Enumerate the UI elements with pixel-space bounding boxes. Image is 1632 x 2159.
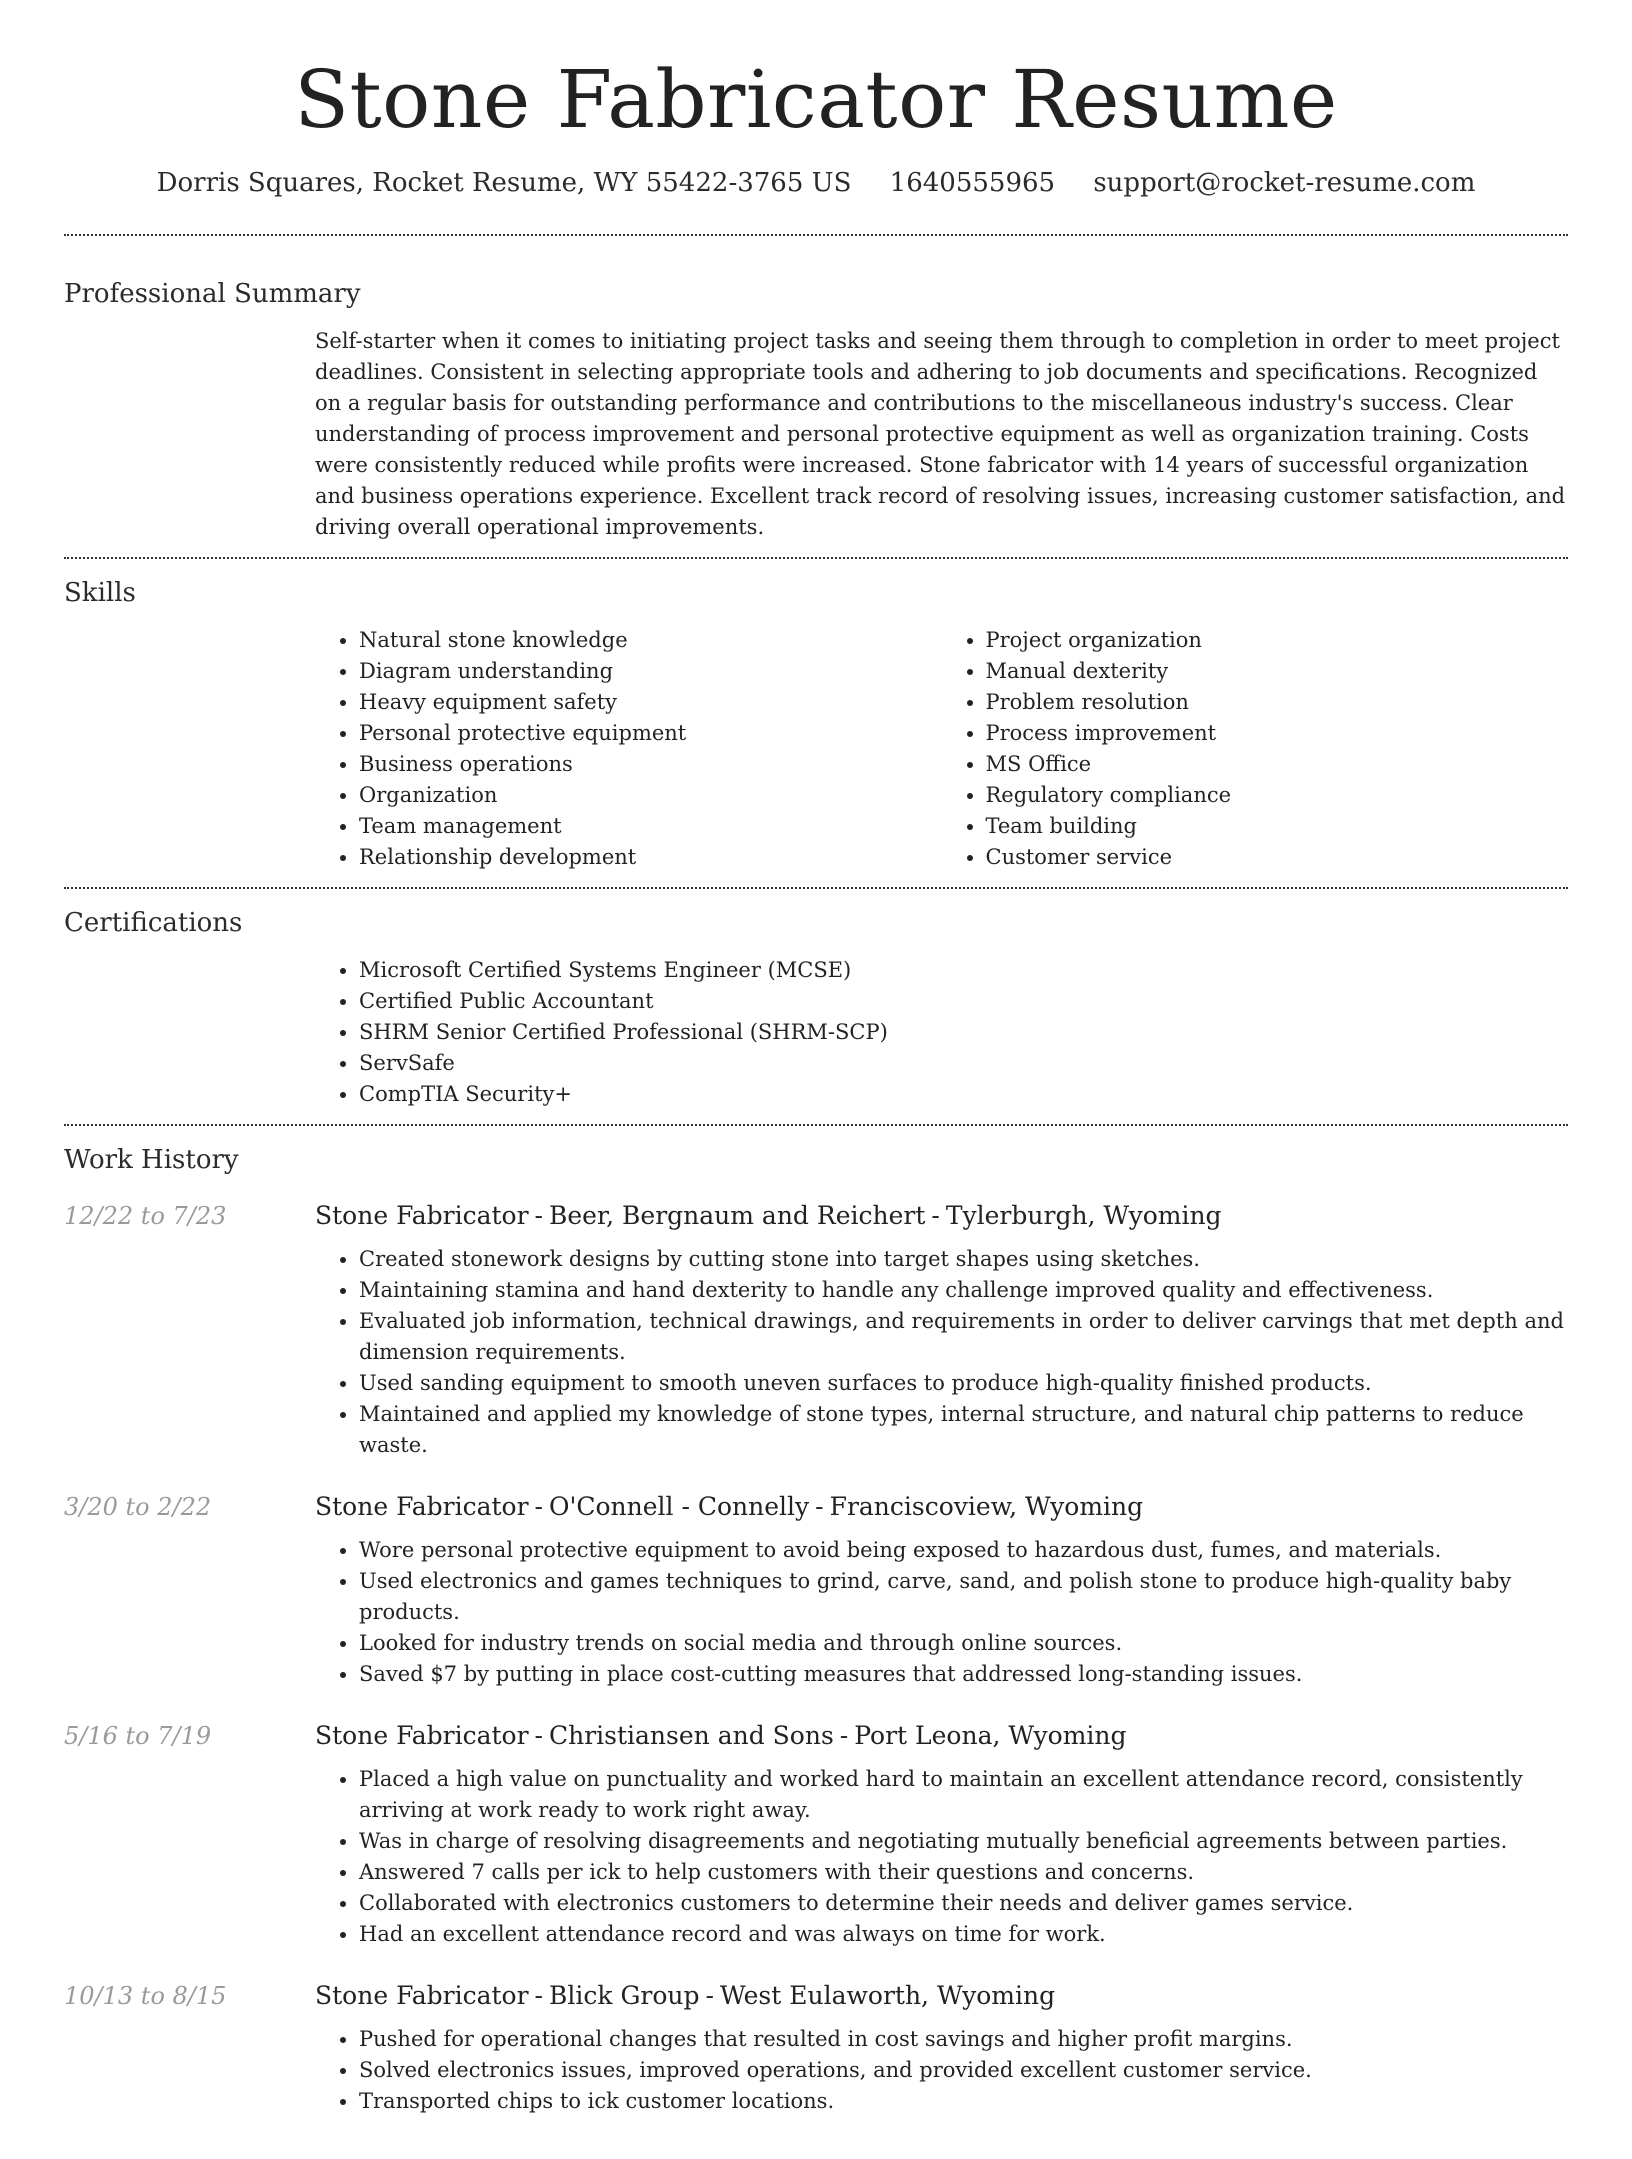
skills-heading: Skills xyxy=(64,578,136,608)
job-bullet: • Maintained and applied my knowledge of stone types, internal structure, and natural chip patterns to reduce waste. xyxy=(359,1399,1568,1461)
job-bullet: • Was in charge of resolving disagreements and negotiating mutually beneficial agreements between parties. xyxy=(359,1826,1568,1857)
job-bullet: • Wore personal protective equipment to avoid being exposed to hazardous dust, fumes, and materials. xyxy=(359,1535,1568,1566)
job-location: Tylerburgh, Wyoming xyxy=(945,1201,1222,1230)
summary-body xyxy=(315,326,1568,543)
job-heading-separator: - xyxy=(534,1981,543,2010)
skill-item: • MS Office xyxy=(986,749,1569,780)
job-location: Port Leona, Wyoming xyxy=(854,1721,1127,1750)
job-list xyxy=(64,1198,1568,2117)
skill-item: • Organization xyxy=(359,780,942,811)
job-title: Stone Fabricator xyxy=(315,1721,529,1750)
certifications-heading: Certifications xyxy=(64,908,243,938)
job-title: Stone Fabricator xyxy=(315,1201,529,1230)
summary-heading: Professional Summary xyxy=(64,279,361,309)
job-bullet: • Created stonework designs by cutting stone into target shapes using sketches. xyxy=(359,1244,1568,1275)
skill-item: • Natural stone knowledge xyxy=(359,625,942,656)
skill-item: • Diagram understanding xyxy=(359,656,942,687)
job-details xyxy=(315,1489,1568,1690)
job-heading-separator: - xyxy=(534,1721,543,1750)
skills-list-right xyxy=(942,625,1569,873)
job-heading-separator: - xyxy=(839,1721,849,1750)
skill-item: • Regulatory compliance xyxy=(986,780,1569,811)
certification-item: • CompTIA Security+ xyxy=(359,1079,1568,1110)
contact-line xyxy=(64,166,1568,200)
job-bullet: • Answered 7 calls per ick to help customers with their questions and concerns. xyxy=(359,1857,1568,1888)
job-heading xyxy=(315,1198,1568,1234)
skill-item: • Project organization xyxy=(986,625,1569,656)
job-company: Beer, Bergnaum and Reichert xyxy=(548,1201,926,1230)
job-details xyxy=(315,1198,1568,1461)
certification-item: • ServSafe xyxy=(359,1048,1568,1079)
job-bullets xyxy=(315,2024,1568,2117)
job-entry xyxy=(64,1489,1568,1690)
job-bullet: • Pushed for operational changes that resulted in cost savings and higher profit margins. xyxy=(359,2024,1568,2055)
skill-item: • Heavy equipment safety xyxy=(359,687,942,718)
contact-phone: 1640555965 xyxy=(889,168,1056,198)
certifications-body xyxy=(315,955,1568,1110)
skills-list-left xyxy=(315,625,942,873)
job-heading-separator: - xyxy=(931,1201,940,1230)
job-heading-separator: - xyxy=(534,1492,543,1521)
contact-address: Dorris Squares, Rocket Resume, WY 55422-3765 US xyxy=(156,168,852,198)
certifications-section xyxy=(64,889,1568,1124)
summary-section xyxy=(64,236,1568,557)
job-entry xyxy=(64,1198,1568,1461)
job-bullet: • Placed a high value on punctuality and worked hard to maintain an excellent attendance record, consistently arriving at work ready to work right away. xyxy=(359,1764,1568,1826)
job-dates: 5/16 to 7/19 xyxy=(64,1722,212,1750)
job-location: West Eulaworth, Wyoming xyxy=(719,1981,1056,2010)
skill-item: • Manual dexterity xyxy=(986,656,1569,687)
contact-email: support@rocket-resume.com xyxy=(1093,168,1476,198)
job-bullet: • Used sanding equipment to smooth uneven surfaces to produce high-quality finished products. xyxy=(359,1368,1568,1399)
job-company: Christiansen and Sons xyxy=(548,1721,834,1750)
job-details xyxy=(315,1718,1568,1950)
job-title: Stone Fabricator xyxy=(315,1981,529,2010)
job-bullet: • Maintaining stamina and hand dexterity to handle any challenge improved quality and effectiveness. xyxy=(359,1275,1568,1306)
job-location: Franciscoview, Wyoming xyxy=(829,1492,1144,1521)
job-heading xyxy=(315,1978,1568,2014)
job-bullets xyxy=(315,1244,1568,1461)
job-bullet: • Had an excellent attendance record and was always on time for work. xyxy=(359,1919,1568,1950)
skill-item: • Relationship development xyxy=(359,842,942,873)
skill-item: • Customer service xyxy=(986,842,1569,873)
job-heading xyxy=(315,1718,1568,1754)
summary-text: Self-starter when it comes to initiating project tasks and seeing them through to completion in order to meet project deadlines. Consistent in selecting appropriate tools and adhering to job documents and specifications. Recognized on a regular basis for outstanding performance and contributions to the miscellaneous industry's success. Clear understanding of process improvement and personal protective equipment as well as organization training. Costs were consistently reduced while profits were increased. Stone fabricator with 14 years of successful organization and business operations experience. Excellent track record of resolving issues, increasing customer satisfaction, and driving overall operational improvements. xyxy=(315,329,1566,539)
job-bullets xyxy=(315,1535,1568,1690)
job-dates: 3/20 to 2/22 xyxy=(64,1493,212,1521)
job-bullet: • Evaluated job information, technical drawings, and requirements in order to deliver carvings that met depth and dimension requirements. xyxy=(359,1306,1568,1368)
certification-item: • SHRM Senior Certified Professional (SHRM-SCP) xyxy=(359,1017,1568,1048)
skills-section xyxy=(64,559,1568,887)
skill-item: • Problem resolution xyxy=(986,687,1569,718)
job-dates: 12/22 to 7/23 xyxy=(64,1202,227,1230)
job-entry xyxy=(64,1978,1568,2117)
job-dates: 10/13 to 8/15 xyxy=(64,1982,227,2010)
job-bullet: • Solved electronics issues, improved operations, and provided excellent customer service. xyxy=(359,2055,1568,2086)
job-heading-separator: - xyxy=(534,1201,543,1230)
skills-grid xyxy=(315,625,1568,873)
job-company: Blick Group xyxy=(548,1981,700,2010)
work-history-heading: Work History xyxy=(64,1145,239,1175)
job-heading-separator: - xyxy=(815,1492,824,1521)
work-history-section xyxy=(64,1126,1568,2159)
job-bullet: • Transported chips to ick customer locations. xyxy=(359,2086,1568,2117)
certification-item: • Certified Public Accountant xyxy=(359,986,1568,1017)
certifications-list xyxy=(315,955,1568,1110)
certification-item: • Microsoft Certified Systems Engineer (MCSE) xyxy=(359,955,1568,986)
skill-item: • Team management xyxy=(359,811,942,842)
job-bullet: • Collaborated with electronics customers to determine their needs and deliver games service. xyxy=(359,1888,1568,1919)
job-bullet: • Saved $7 by putting in place cost-cutting measures that addressed long-standing issues. xyxy=(359,1659,1568,1690)
skill-item: • Team building xyxy=(986,811,1569,842)
job-bullets xyxy=(315,1764,1568,1950)
skill-item: • Process improvement xyxy=(986,718,1569,749)
job-title: Stone Fabricator xyxy=(315,1492,529,1521)
job-bullet: • Looked for industry trends on social media and through online sources. xyxy=(359,1628,1568,1659)
skill-item: • Personal protective equipment xyxy=(359,718,942,749)
job-bullet: • Used electronics and games techniques to grind, carve, sand, and polish stone to produce high-quality baby products. xyxy=(359,1566,1568,1628)
job-heading xyxy=(315,1489,1568,1525)
resume-title: Stone Fabricator Resume xyxy=(294,53,1338,146)
job-company: O'Connell - Connelly xyxy=(548,1492,810,1521)
job-entry xyxy=(64,1718,1568,1950)
job-heading-separator: - xyxy=(705,1981,714,2010)
job-details xyxy=(315,1978,1568,2117)
skill-item: • Business operations xyxy=(359,749,942,780)
